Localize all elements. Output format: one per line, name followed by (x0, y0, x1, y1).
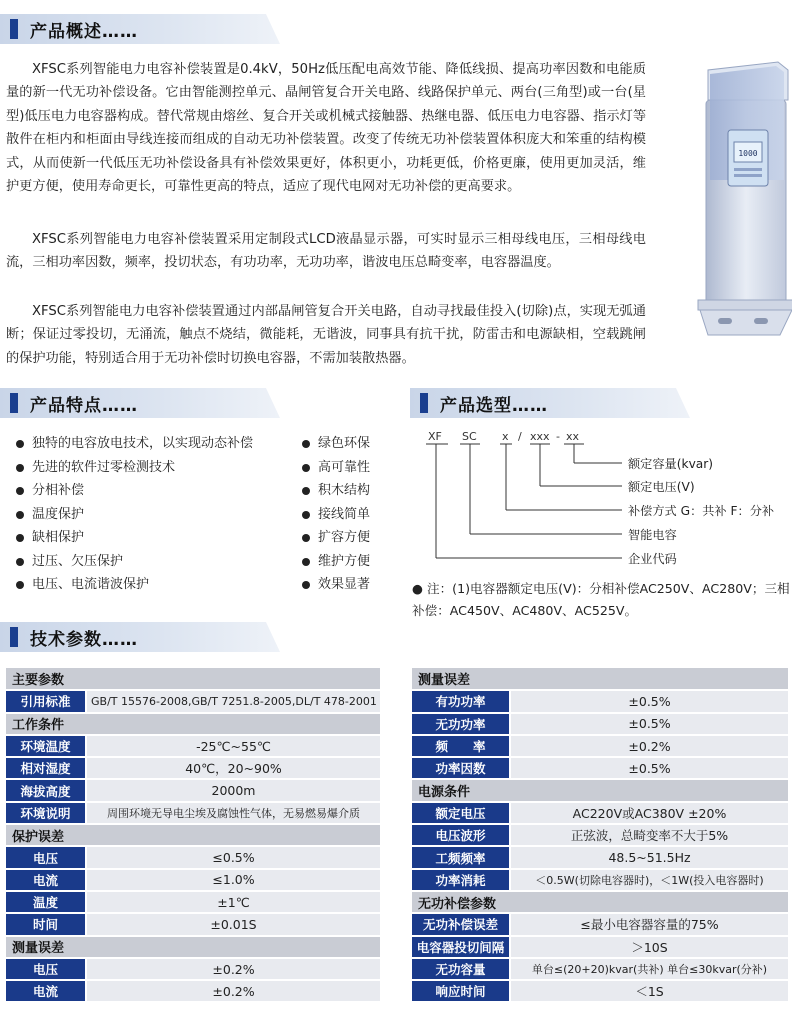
section-header-model (410, 388, 690, 418)
section-title-overview: 产品概述…… (30, 22, 138, 42)
feature-item: 扩容方便 (300, 526, 370, 550)
feature-item: 温度保护 (14, 503, 253, 527)
code-part: xx (566, 430, 580, 443)
section-header-tech (0, 622, 280, 652)
spec-value: 周围环境无导电尘埃及腐蚀性气体，无易燃易爆介质 (86, 802, 380, 824)
overview-paragraph-2: XFSC系列智能电力电容补偿装置采用定制段式LCD液晶显示器，可实时显示三相母线电压，三相母线电流，三相功率因数，频率，投切状态，有功功率，无功功率，谐波电压总畸变率，电容器温度。 (6, 232, 646, 271)
feature-item: 先进的软件过零检测技术 (14, 456, 253, 480)
spec-key: 无功容量 (412, 958, 510, 980)
feature-list-right (300, 432, 370, 597)
section-title-tech: 技术参数…… (30, 630, 138, 650)
feature-item: 维护方便 (300, 550, 370, 574)
spec-value: ＜1S (510, 980, 788, 1002)
spec-group: 测量误差 (6, 936, 380, 958)
spec-key: 时间 (6, 913, 86, 935)
code-part: xxx (530, 430, 550, 443)
spec-key: 电流 (6, 980, 86, 1002)
feature-item: 高可靠性 (300, 456, 370, 480)
feature-item: 电压、电流谐波保护 (14, 573, 253, 597)
spec-key: 额定电压 (412, 802, 510, 824)
spec-group: 保护误差 (6, 824, 380, 846)
spec-value: ＜0.5W(切除电容器时)，＜1W(投入电容器时) (510, 869, 788, 891)
spec-value: -25℃~55℃ (86, 735, 380, 757)
spec-value: ±0.5% (510, 713, 788, 735)
spec-key: 工频频率 (412, 846, 510, 868)
feature-item: 绿色环保 (300, 432, 370, 456)
feature-item: 独特的电容放电技术，以实现动态补偿 (14, 432, 253, 456)
feature-item: 分相补偿 (14, 479, 253, 503)
code-part: - (556, 430, 560, 443)
spec-key: 相对湿度 (6, 757, 86, 779)
code-description: 企业代码 (628, 552, 677, 566)
feature-item: 缺相保护 (14, 526, 253, 550)
spec-value: ±0.5% (510, 757, 788, 779)
spec-value: ≤0.5% (86, 846, 380, 868)
overview-paragraph-3: XFSC系列智能电力电容补偿装置通过内部晶闸管复合开关电路，自动寻找最佳投入(切除)点，实现无弧通断；保证过零投切，无涌流，触点不烧结，微能耗，无谐波，同事具有抗干扰，防雷击和电源缺相，空载跳闸的保护功能，特别适合用于无功补偿时切换电容器，不需加装散热器。 (6, 304, 646, 366)
code-description: 智能电容 (628, 528, 677, 542)
spec-value: GB/T 15576-2008,GB/T 7251.8-2005,DL/T 478-2001 (86, 690, 380, 712)
feature-item: 效果显著 (300, 573, 370, 597)
spec-key: 无功功率 (412, 713, 510, 735)
spec-key: 有功功率 (412, 690, 510, 712)
spec-key: 电压波形 (412, 824, 510, 846)
spec-value: ±0.2% (510, 735, 788, 757)
spec-key: 频 率 (412, 735, 510, 757)
spec-value: ±0.2% (86, 958, 380, 980)
spec-value: 单台≤(20+20)kvar(共补) 单台≤30kvar(分补) (510, 958, 788, 980)
spec-value: ±0.5% (510, 690, 788, 712)
spec-key: 响应时间 (412, 980, 510, 1002)
section-title-features: 产品特点…… (30, 396, 138, 416)
spec-value: ±0.01S (86, 913, 380, 935)
spec-key: 环境说明 (6, 802, 86, 824)
spec-key: 温度 (6, 891, 86, 913)
spec-value: 正弦波，总畸变率不大于5% (510, 824, 788, 846)
spec-key: 功率消耗 (412, 869, 510, 891)
spec-value: ±0.2% (86, 980, 380, 1002)
spec-key: 电压 (6, 958, 86, 980)
code-part: XF (428, 430, 442, 443)
spec-value: 2000m (86, 779, 380, 801)
device-display-readout: 1000 (738, 149, 758, 158)
code-description: 补偿方式 G：共补 F：分补 (628, 504, 775, 518)
spec-value: ≤最小电容器容量的75% (510, 913, 788, 935)
code-description: 额定容量(kvar) (628, 457, 714, 471)
spec-key: 海拔高度 (6, 779, 86, 801)
feature-item: 过压、欠压保护 (14, 550, 253, 574)
spec-value: ≤1.0% (86, 869, 380, 891)
spec-group: 工作条件 (6, 713, 380, 735)
spec-table-right (412, 668, 788, 1003)
model-code-diagram (412, 430, 800, 580)
spec-key: 电容器投切间隔 (412, 936, 510, 958)
spec-value: AC220V或AC380V ±20% (510, 802, 788, 824)
feature-item: 接线简单 (300, 503, 370, 527)
spec-group: 测量误差 (412, 668, 788, 690)
code-part: / (518, 430, 522, 443)
spec-key: 环境温度 (6, 735, 86, 757)
section-header-overview (0, 14, 280, 44)
product-image (688, 60, 792, 350)
spec-key: 功率因数 (412, 757, 510, 779)
spec-value: 40℃，20~90% (86, 757, 380, 779)
spec-key: 电压 (6, 846, 86, 868)
spec-group: 无功补偿参数 (412, 891, 788, 913)
spec-key: 无功补偿误差 (412, 913, 510, 935)
model-note: ● 注：(1)电容器额定电压(V)：分相补偿AC250V、AC280V；三相补偿：AC450V、AC480V、AC525V。 (412, 581, 790, 618)
code-description: 额定电压(V) (628, 480, 695, 494)
spec-key: 电流 (6, 869, 86, 891)
spec-value: ±1℃ (86, 891, 380, 913)
overview-paragraph-1: XFSC系列智能电力电容补偿装置是0.4kV，50Hz低压配电高效节能、降低线损、提高功率因数和电能质量的新一代无功补偿设备。它由智能测控单元、晶闸管复合开关电路、线路保护单元、两台(三角型)或一台(星型)低压电力电容器构成。替代常规由熔丝、复合开关或机械式接触器、热继电器、低压电力电容器、指示灯等散件在柜内和柜面由导线连接而组成的自动无功补偿装置。改变了传统无功补偿装置体积庞大和笨重的结构模式，从而使新一代低压无功补偿设备具有补偿效果更好，体积更小，功耗更低，价格更廉，使用更加灵活，维护更方便，使用寿命更长，可靠性更高的特点，适应了现代电网对无功补偿的更高要求。 (6, 62, 646, 195)
code-part: x (502, 430, 509, 443)
section-title-model: 产品选型…… (440, 396, 548, 416)
code-part: SC (462, 430, 477, 443)
section-header-features (0, 388, 280, 418)
spec-group: 电源条件 (412, 779, 788, 801)
spec-group: 主要参数 (6, 668, 380, 690)
feature-item: 积木结构 (300, 479, 370, 503)
spec-value: 48.5~51.5Hz (510, 846, 788, 868)
spec-value: ＞10S (510, 936, 788, 958)
spec-table-left (6, 668, 380, 1003)
spec-key: 引用标准 (6, 690, 86, 712)
feature-list-left (14, 432, 253, 597)
